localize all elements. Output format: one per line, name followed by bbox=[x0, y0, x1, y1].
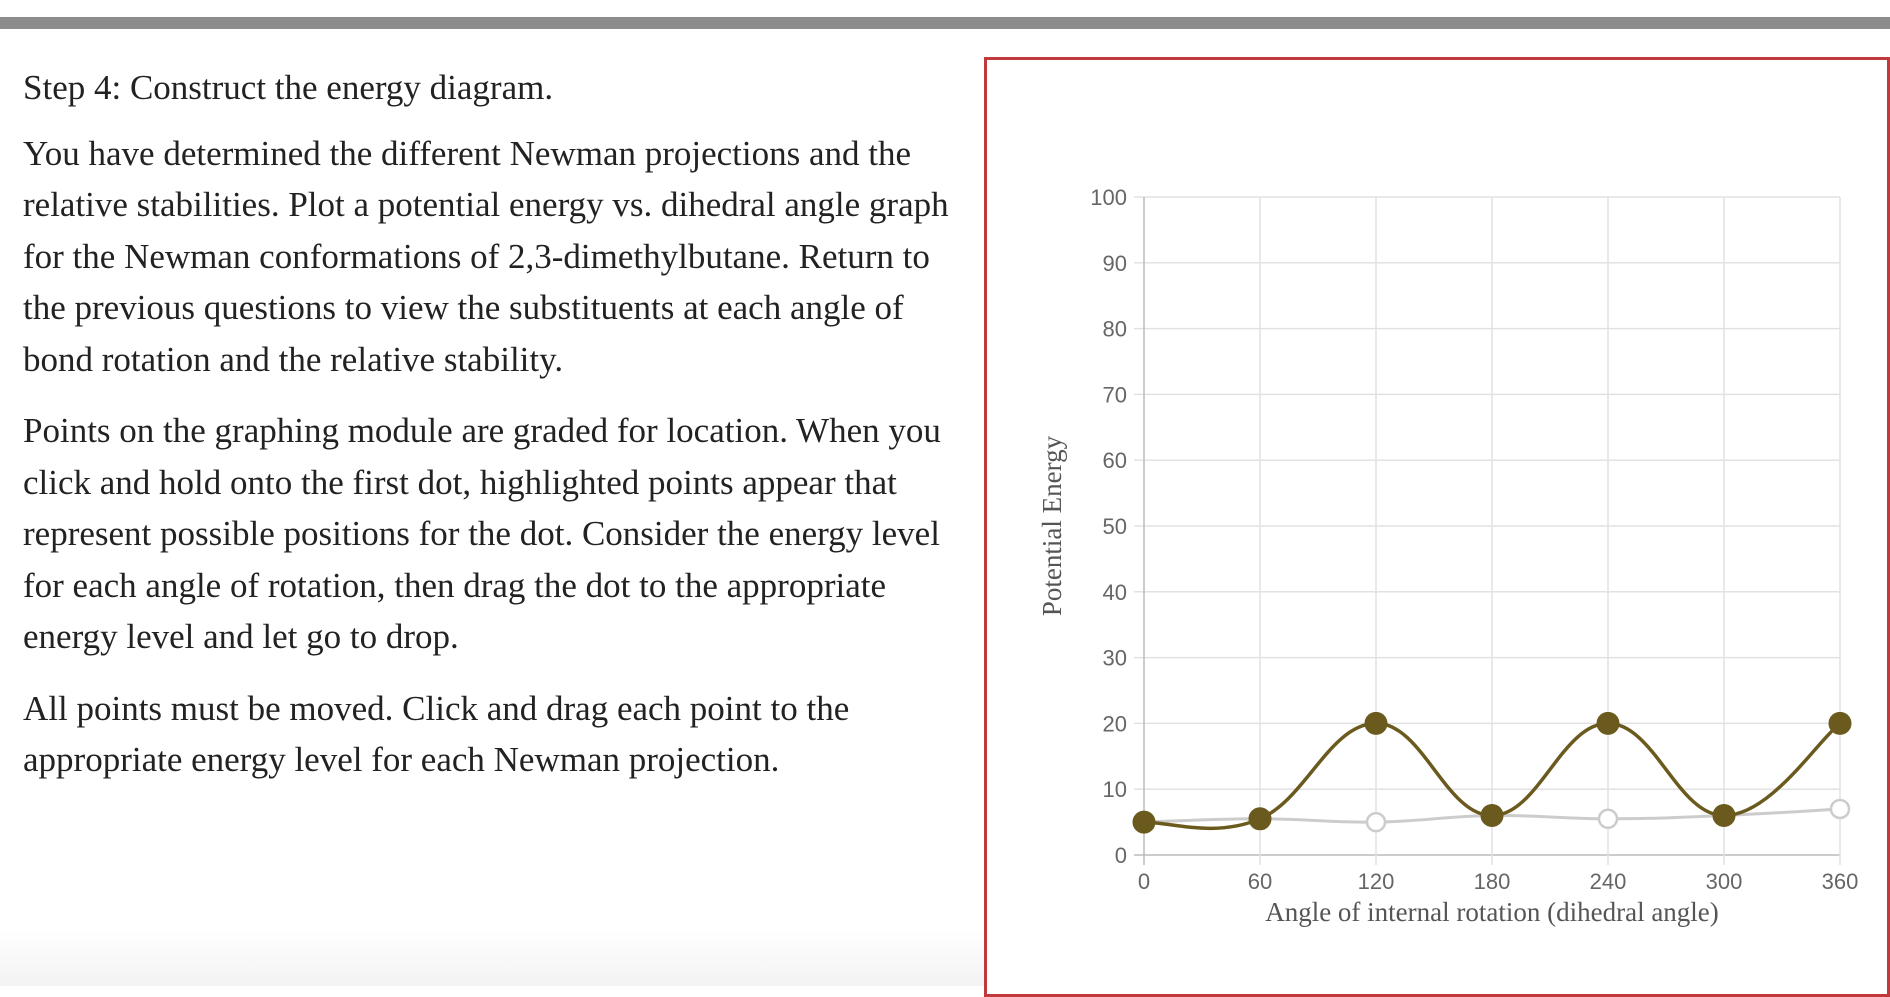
draggable-energy-point[interactable] bbox=[1249, 808, 1271, 830]
y-tick-label: 50 bbox=[1102, 514, 1127, 539]
x-tick-label: 120 bbox=[1357, 869, 1395, 894]
y-tick-label: 0 bbox=[1114, 843, 1127, 868]
energy-chart[interactable] bbox=[987, 60, 1887, 994]
draggable-energy-point[interactable] bbox=[1365, 712, 1387, 734]
draggable-energy-point[interactable] bbox=[1713, 805, 1735, 827]
y-tick-label: 10 bbox=[1102, 777, 1127, 803]
draggable-energy-point[interactable] bbox=[1133, 811, 1155, 833]
draggable-energy-point[interactable] bbox=[1829, 712, 1851, 734]
instruction-paragraph-3: All points must be moved. Click and drag each point to the appropriate energy level for each Newman projection. bbox=[23, 688, 850, 779]
original-position-point bbox=[1599, 810, 1617, 828]
chart-grid bbox=[1134, 197, 1840, 865]
x-tick-label: 300 bbox=[1705, 869, 1743, 894]
y-axis-title: Potential Energy bbox=[1037, 435, 1067, 617]
x-tick-label: 360 bbox=[1821, 869, 1859, 894]
instruction-paragraph-1: You have determined the different Newman projections and the relative stabilities. Plot a potential energy vs. dihedral angle graph for the Newman conformations of 2,3-dimethylbutane. Return to the previous questions to view the substituents at each angle of bond rotation and the relative stability. bbox=[23, 133, 949, 379]
instruction-paragraph-2: Points on the graphing module are graded for location. When you click and hold onto the first dot, highlighted points appear that represent possible positions for the dot. Consider the energy level for each angle of rotation, then drag the dot to the appropriate energy level and let go to drop. bbox=[23, 411, 941, 656]
x-tick-label: 60 bbox=[1247, 869, 1273, 894]
y-tick-label: 40 bbox=[1102, 579, 1127, 605]
draggable-energy-point[interactable] bbox=[1481, 805, 1503, 827]
y-tick-label: 20 bbox=[1102, 711, 1127, 737]
x-tick-label: 0 bbox=[1137, 869, 1151, 894]
y-tick-label: 100 bbox=[1090, 185, 1127, 210]
top-progress-bar bbox=[0, 17, 1890, 29]
graphing-module[interactable] bbox=[984, 57, 1890, 997]
original-position-point bbox=[1831, 800, 1849, 818]
y-tick-label: 80 bbox=[1102, 316, 1127, 342]
y-tick-label: 60 bbox=[1102, 448, 1127, 474]
x-axis-title: Angle of internal rotation (dihedral angle) bbox=[1265, 897, 1719, 927]
y-tick-label: 70 bbox=[1102, 382, 1127, 408]
x-tick-label: 240 bbox=[1589, 869, 1627, 894]
bottom-fade bbox=[0, 930, 984, 986]
y-tick-label: 90 bbox=[1102, 250, 1127, 276]
original-position-point bbox=[1367, 813, 1385, 831]
x-tick-label: 180 bbox=[1473, 869, 1511, 894]
draggable-energy-point[interactable] bbox=[1597, 712, 1619, 734]
y-tick-label: 30 bbox=[1102, 645, 1127, 671]
instructions-panel bbox=[23, 62, 973, 806]
chart-ticks bbox=[1090, 185, 1858, 894]
step-title: Step 4: Construct the energy diagram. bbox=[23, 68, 554, 107]
